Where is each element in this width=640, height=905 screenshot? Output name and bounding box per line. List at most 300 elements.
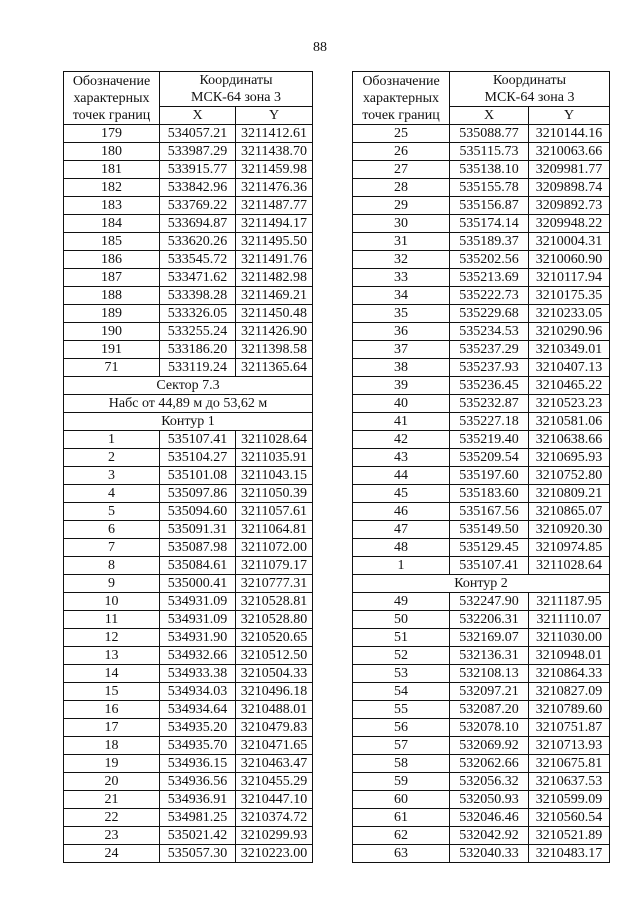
x-coordinate-cell: 535115.73 <box>450 143 529 161</box>
x-coordinate-cell: 533620.26 <box>160 233 236 251</box>
table-row <box>353 521 610 539</box>
y-coordinate-cell: 3209898.74 <box>529 179 610 197</box>
point-number-cell: 58 <box>353 755 450 773</box>
table-row <box>64 305 313 323</box>
point-number-cell: 183 <box>64 197 160 215</box>
point-number-cell: 189 <box>64 305 160 323</box>
point-number-cell: 41 <box>353 413 450 431</box>
point-number-cell: 18 <box>64 737 160 755</box>
point-number-cell: 50 <box>353 611 450 629</box>
y-coordinate-cell: 3210864.33 <box>529 665 610 683</box>
point-number-cell: 191 <box>64 341 160 359</box>
table-row <box>353 377 610 395</box>
x-coordinate-cell: 533987.29 <box>160 143 236 161</box>
y-coordinate-cell: 3210948.01 <box>529 647 610 665</box>
x-coordinate-cell: 533186.20 <box>160 341 236 359</box>
y-coordinate-cell: 3210455.29 <box>236 773 313 791</box>
point-number-cell: 43 <box>353 449 450 467</box>
table-row <box>353 647 610 665</box>
y-coordinate-cell: 3210471.65 <box>236 737 313 755</box>
y-coordinate-cell: 3210063.66 <box>529 143 610 161</box>
header-coordinates-line: Координаты <box>199 73 273 88</box>
point-number-cell: 46 <box>353 503 450 521</box>
header-y: Y <box>236 107 313 125</box>
point-number-cell: 180 <box>64 143 160 161</box>
x-coordinate-cell: 533842.96 <box>160 179 236 197</box>
table-row <box>64 755 313 773</box>
header-y: Y <box>529 107 610 125</box>
contour-label: Контур 1 <box>64 413 313 431</box>
y-coordinate-cell: 3210560.54 <box>529 809 610 827</box>
x-coordinate-cell: 535156.87 <box>450 197 529 215</box>
point-number-cell: 17 <box>64 719 160 737</box>
header-coordinates-line: МСК-64 зона 3 <box>484 90 575 105</box>
y-coordinate-cell: 3211072.00 <box>236 539 313 557</box>
point-number-cell: 42 <box>353 431 450 449</box>
y-coordinate-cell: 3210599.09 <box>529 791 610 809</box>
y-coordinate-cell: 3210528.81 <box>236 593 313 611</box>
header-designation-line: характерных <box>362 90 440 106</box>
point-number-cell: 45 <box>353 485 450 503</box>
point-number-cell: 39 <box>353 377 450 395</box>
point-number-cell: 55 <box>353 701 450 719</box>
table-row <box>64 287 313 305</box>
x-coordinate-cell: 535237.93 <box>450 359 529 377</box>
table-row <box>353 683 610 701</box>
table-row <box>353 143 610 161</box>
x-coordinate-cell: 534934.64 <box>160 701 236 719</box>
point-number-cell: 9 <box>64 575 160 593</box>
table-row <box>64 665 313 683</box>
point-number-cell: 11 <box>64 611 160 629</box>
point-number-cell: 7 <box>64 539 160 557</box>
y-coordinate-cell: 3210299.93 <box>236 827 313 845</box>
table-row <box>64 683 313 701</box>
point-number-cell: 71 <box>64 359 160 377</box>
point-number-cell: 29 <box>353 197 450 215</box>
x-coordinate-cell: 535104.27 <box>160 449 236 467</box>
point-number-cell: 10 <box>64 593 160 611</box>
point-number-cell: 179 <box>64 125 160 143</box>
table-row <box>353 701 610 719</box>
table-row <box>64 827 313 845</box>
point-number-cell: 25 <box>353 125 450 143</box>
header-designation <box>64 72 160 125</box>
table-row <box>64 557 313 575</box>
y-coordinate-cell: 3210675.81 <box>529 755 610 773</box>
table-row <box>64 809 313 827</box>
x-coordinate-cell: 535138.10 <box>450 161 529 179</box>
header-designation-line: характерных <box>73 90 150 106</box>
x-coordinate-cell: 535236.45 <box>450 377 529 395</box>
y-coordinate-cell: 3210488.01 <box>236 701 313 719</box>
x-coordinate-cell: 532097.21 <box>450 683 529 701</box>
y-coordinate-cell: 3210117.94 <box>529 269 610 287</box>
y-coordinate-cell: 3211450.48 <box>236 305 313 323</box>
point-number-cell: 60 <box>353 791 450 809</box>
y-coordinate-cell: 3210520.65 <box>236 629 313 647</box>
y-coordinate-cell: 3210528.80 <box>236 611 313 629</box>
x-coordinate-cell: 533255.24 <box>160 323 236 341</box>
header-x: X <box>160 107 236 125</box>
y-coordinate-cell: 3211495.50 <box>236 233 313 251</box>
point-number-cell: 13 <box>64 647 160 665</box>
y-coordinate-cell: 3211487.77 <box>236 197 313 215</box>
point-number-cell: 20 <box>64 773 160 791</box>
x-coordinate-cell: 532046.46 <box>450 809 529 827</box>
table-row <box>353 395 610 413</box>
point-number-cell: 26 <box>353 143 450 161</box>
y-coordinate-cell: 3211482.98 <box>236 269 313 287</box>
table-body <box>353 593 610 863</box>
y-coordinate-cell: 3210809.21 <box>529 485 610 503</box>
table-row <box>64 215 313 233</box>
x-coordinate-cell: 532040.33 <box>450 845 529 863</box>
table-row <box>64 539 313 557</box>
x-coordinate-cell: 535155.78 <box>450 179 529 197</box>
x-coordinate-cell: 535219.40 <box>450 431 529 449</box>
y-coordinate-cell: 3211035.91 <box>236 449 313 467</box>
table-body <box>64 431 313 863</box>
y-coordinate-cell: 3210638.66 <box>529 431 610 449</box>
y-coordinate-cell: 3211050.39 <box>236 485 313 503</box>
y-coordinate-cell: 3210512.50 <box>236 647 313 665</box>
table-row <box>353 539 610 557</box>
y-coordinate-cell: 3210695.93 <box>529 449 610 467</box>
point-number-cell: 187 <box>64 269 160 287</box>
x-coordinate-cell: 535183.60 <box>450 485 529 503</box>
y-coordinate-cell: 3211438.70 <box>236 143 313 161</box>
point-number-cell: 38 <box>353 359 450 377</box>
x-coordinate-cell: 535209.54 <box>450 449 529 467</box>
table-row <box>64 575 313 593</box>
table-row <box>64 485 313 503</box>
x-coordinate-cell: 533769.22 <box>160 197 236 215</box>
x-coordinate-cell: 534934.03 <box>160 683 236 701</box>
point-number-cell: 62 <box>353 827 450 845</box>
y-coordinate-cell: 3210374.72 <box>236 809 313 827</box>
table-row <box>64 197 313 215</box>
table-row <box>353 755 610 773</box>
point-number-cell: 190 <box>64 323 160 341</box>
y-coordinate-cell: 3211028.64 <box>529 557 610 575</box>
table-row <box>353 341 610 359</box>
x-coordinate-cell: 535057.30 <box>160 845 236 863</box>
x-coordinate-cell: 535097.86 <box>160 485 236 503</box>
x-coordinate-cell: 533119.24 <box>160 359 236 377</box>
y-coordinate-cell: 3210223.00 <box>236 845 313 863</box>
x-coordinate-cell: 532108.13 <box>450 665 529 683</box>
table-row <box>353 233 610 251</box>
x-coordinate-cell: 532078.10 <box>450 719 529 737</box>
table-row <box>64 845 313 863</box>
table-row <box>64 521 313 539</box>
point-number-cell: 51 <box>353 629 450 647</box>
table-row <box>353 791 610 809</box>
table-row <box>64 269 313 287</box>
table-row <box>64 431 313 449</box>
x-coordinate-cell: 535107.41 <box>450 557 529 575</box>
point-number-cell: 33 <box>353 269 450 287</box>
table-row <box>353 629 610 647</box>
y-coordinate-cell: 3210290.96 <box>529 323 610 341</box>
x-coordinate-cell: 534057.21 <box>160 125 236 143</box>
table-row <box>353 269 610 287</box>
header-designation-line: Обозначение <box>362 73 440 89</box>
x-coordinate-cell: 535197.60 <box>450 467 529 485</box>
table-row <box>64 647 313 665</box>
x-coordinate-cell: 532087.20 <box>450 701 529 719</box>
y-coordinate-cell: 3209892.73 <box>529 197 610 215</box>
point-number-cell: 54 <box>353 683 450 701</box>
table-row <box>64 773 313 791</box>
table-row <box>353 251 610 269</box>
y-coordinate-cell: 3211028.64 <box>236 431 313 449</box>
y-coordinate-cell: 3210407.13 <box>529 359 610 377</box>
x-coordinate-cell: 533694.87 <box>160 215 236 233</box>
table-row <box>353 611 610 629</box>
y-coordinate-cell: 3211398.58 <box>236 341 313 359</box>
coordinates-table-right <box>352 71 610 863</box>
table-row <box>353 305 610 323</box>
table-row <box>64 611 313 629</box>
x-coordinate-cell: 532062.66 <box>450 755 529 773</box>
table-row <box>353 179 610 197</box>
x-coordinate-cell: 535091.31 <box>160 521 236 539</box>
coordinates-table-left <box>63 71 313 863</box>
x-coordinate-cell: 534932.66 <box>160 647 236 665</box>
point-number-cell: 5 <box>64 503 160 521</box>
x-coordinate-cell: 535167.56 <box>450 503 529 521</box>
point-number-cell: 1 <box>353 557 450 575</box>
table-row <box>353 197 610 215</box>
table-row <box>353 809 610 827</box>
y-coordinate-cell: 3211476.36 <box>236 179 313 197</box>
point-number-cell: 24 <box>64 845 160 863</box>
x-coordinate-cell: 535234.53 <box>450 323 529 341</box>
table-row <box>64 125 313 143</box>
x-coordinate-cell: 535174.14 <box>450 215 529 233</box>
point-number-cell: 53 <box>353 665 450 683</box>
x-coordinate-cell: 533326.05 <box>160 305 236 323</box>
table-row <box>353 557 610 575</box>
x-coordinate-cell: 535129.45 <box>450 539 529 557</box>
point-number-cell: 61 <box>353 809 450 827</box>
point-number-cell: 21 <box>64 791 160 809</box>
y-coordinate-cell: 3210144.16 <box>529 125 610 143</box>
point-number-cell: 40 <box>353 395 450 413</box>
y-coordinate-cell: 3211030.00 <box>529 629 610 647</box>
table-row <box>353 323 610 341</box>
y-coordinate-cell: 3209948.22 <box>529 215 610 233</box>
y-coordinate-cell: 3210789.60 <box>529 701 610 719</box>
point-number-cell: 63 <box>353 845 450 863</box>
table-row <box>64 143 313 161</box>
x-coordinate-cell: 533398.28 <box>160 287 236 305</box>
y-coordinate-cell: 3210637.53 <box>529 773 610 791</box>
point-number-cell: 188 <box>64 287 160 305</box>
y-coordinate-cell: 3210465.22 <box>529 377 610 395</box>
table-row <box>353 827 610 845</box>
y-coordinate-cell: 3210827.09 <box>529 683 610 701</box>
page-number: 88 <box>313 40 327 55</box>
y-coordinate-cell: 3210504.33 <box>236 665 313 683</box>
header-x: X <box>450 107 529 125</box>
table-row <box>64 701 313 719</box>
y-coordinate-cell: 3210713.93 <box>529 737 610 755</box>
x-coordinate-cell: 532042.92 <box>450 827 529 845</box>
point-number-cell: 34 <box>353 287 450 305</box>
table-row <box>353 431 610 449</box>
x-coordinate-cell: 534935.20 <box>160 719 236 737</box>
x-coordinate-cell: 535222.73 <box>450 287 529 305</box>
point-number-cell: 57 <box>353 737 450 755</box>
y-coordinate-cell: 3211459.98 <box>236 161 313 179</box>
table-row <box>353 161 610 179</box>
point-number-cell: 186 <box>64 251 160 269</box>
table-row <box>64 161 313 179</box>
x-coordinate-cell: 535202.56 <box>450 251 529 269</box>
y-coordinate-cell: 3210479.83 <box>236 719 313 737</box>
x-coordinate-cell: 532050.93 <box>450 791 529 809</box>
table-row <box>353 593 610 611</box>
table-row <box>353 413 610 431</box>
x-coordinate-cell: 533545.72 <box>160 251 236 269</box>
point-number-cell: 35 <box>353 305 450 323</box>
y-coordinate-cell: 3211187.95 <box>529 593 610 611</box>
y-coordinate-cell: 3210060.90 <box>529 251 610 269</box>
point-number-cell: 27 <box>353 161 450 179</box>
table-row <box>64 179 313 197</box>
table-row <box>64 503 313 521</box>
table-row <box>64 737 313 755</box>
table-row <box>64 251 313 269</box>
x-coordinate-cell: 535084.61 <box>160 557 236 575</box>
x-coordinate-cell: 535021.42 <box>160 827 236 845</box>
y-coordinate-cell: 3210447.10 <box>236 791 313 809</box>
table-row <box>353 359 610 377</box>
header-designation <box>353 72 450 125</box>
table-row <box>64 449 313 467</box>
y-coordinate-cell: 3210581.06 <box>529 413 610 431</box>
table-row <box>353 215 610 233</box>
y-coordinate-cell: 3210974.85 <box>529 539 610 557</box>
x-coordinate-cell: 535094.60 <box>160 503 236 521</box>
header-coordinates <box>450 72 610 107</box>
table-row <box>64 593 313 611</box>
table-body <box>64 125 313 377</box>
y-coordinate-cell: 3210175.35 <box>529 287 610 305</box>
x-coordinate-cell: 534935.70 <box>160 737 236 755</box>
header-coordinates-line: МСК-64 зона 3 <box>191 90 281 105</box>
y-coordinate-cell: 3211057.61 <box>236 503 313 521</box>
point-number-cell: 36 <box>353 323 450 341</box>
y-coordinate-cell: 3210920.30 <box>529 521 610 539</box>
x-coordinate-cell: 535189.37 <box>450 233 529 251</box>
point-number-cell: 23 <box>64 827 160 845</box>
table-row <box>353 449 610 467</box>
sector-height-range: Набс от 44,89 м до 53,62 м <box>64 395 313 413</box>
header-designation-line: Обозначение <box>72 73 151 89</box>
x-coordinate-cell: 535237.29 <box>450 341 529 359</box>
x-coordinate-cell: 534981.25 <box>160 809 236 827</box>
point-number-cell: 8 <box>64 557 160 575</box>
point-number-cell: 3 <box>64 467 160 485</box>
point-number-cell: 56 <box>353 719 450 737</box>
y-coordinate-cell: 3211079.17 <box>236 557 313 575</box>
table-row <box>64 359 313 377</box>
header-coordinates-line: Координаты <box>493 73 566 88</box>
x-coordinate-cell: 535227.18 <box>450 413 529 431</box>
point-number-cell: 6 <box>64 521 160 539</box>
x-coordinate-cell: 535088.77 <box>450 125 529 143</box>
y-coordinate-cell: 3211064.81 <box>236 521 313 539</box>
point-number-cell: 37 <box>353 341 450 359</box>
table-row <box>353 467 610 485</box>
x-coordinate-cell: 532206.31 <box>450 611 529 629</box>
x-coordinate-cell: 534936.91 <box>160 791 236 809</box>
x-coordinate-cell: 534936.15 <box>160 755 236 773</box>
table-row <box>353 737 610 755</box>
table-body <box>353 125 610 575</box>
x-coordinate-cell: 532247.90 <box>450 593 529 611</box>
table-row <box>64 467 313 485</box>
y-coordinate-cell: 3211491.76 <box>236 251 313 269</box>
x-coordinate-cell: 533915.77 <box>160 161 236 179</box>
point-number-cell: 19 <box>64 755 160 773</box>
x-coordinate-cell: 533471.62 <box>160 269 236 287</box>
point-number-cell: 185 <box>64 233 160 251</box>
table-row <box>64 629 313 647</box>
table-row <box>353 773 610 791</box>
x-coordinate-cell: 535101.08 <box>160 467 236 485</box>
x-coordinate-cell: 535213.69 <box>450 269 529 287</box>
point-number-cell: 16 <box>64 701 160 719</box>
table-row <box>353 665 610 683</box>
x-coordinate-cell: 532169.07 <box>450 629 529 647</box>
point-number-cell: 1 <box>64 431 160 449</box>
header-designation-line: точек границ <box>362 107 440 123</box>
x-coordinate-cell: 532069.92 <box>450 737 529 755</box>
point-number-cell: 184 <box>64 215 160 233</box>
y-coordinate-cell: 3211110.07 <box>529 611 610 629</box>
point-number-cell: 31 <box>353 233 450 251</box>
point-number-cell: 12 <box>64 629 160 647</box>
x-coordinate-cell: 532136.31 <box>450 647 529 665</box>
table-row <box>64 341 313 359</box>
y-coordinate-cell: 3210523.23 <box>529 395 610 413</box>
y-coordinate-cell: 3210496.18 <box>236 683 313 701</box>
sector-title: Сектор 7.3 <box>64 377 313 395</box>
table-row <box>353 845 610 863</box>
table-row <box>353 485 610 503</box>
point-number-cell: 182 <box>64 179 160 197</box>
y-coordinate-cell: 3210751.87 <box>529 719 610 737</box>
table-row <box>64 791 313 809</box>
table-row <box>64 719 313 737</box>
table-row <box>353 287 610 305</box>
point-number-cell: 59 <box>353 773 450 791</box>
table-row <box>64 233 313 251</box>
header-coordinates <box>160 72 313 107</box>
table-row <box>353 125 610 143</box>
y-coordinate-cell: 3210777.31 <box>236 575 313 593</box>
point-number-cell: 22 <box>64 809 160 827</box>
point-number-cell: 48 <box>353 539 450 557</box>
point-number-cell: 49 <box>353 593 450 611</box>
point-number-cell: 14 <box>64 665 160 683</box>
y-coordinate-cell: 3211426.90 <box>236 323 313 341</box>
